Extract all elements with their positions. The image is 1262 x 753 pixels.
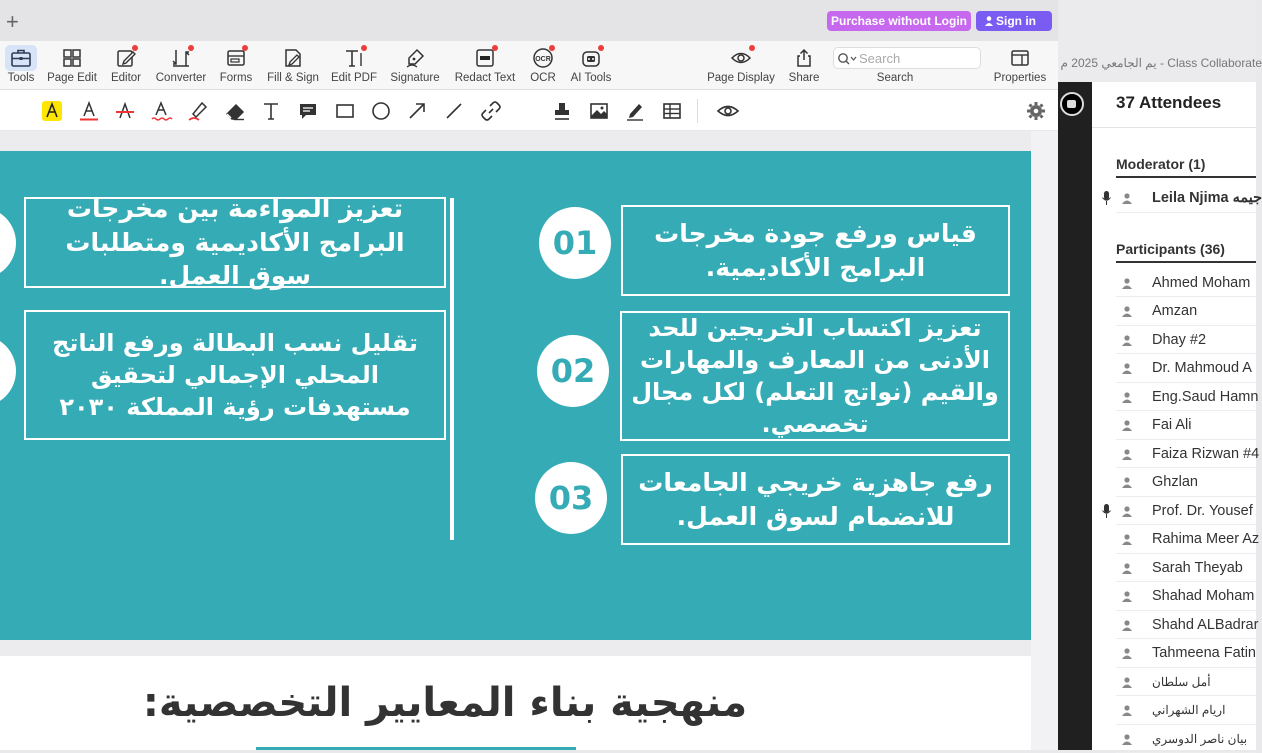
user-icon [1122, 449, 1132, 460]
circle-icon[interactable] [370, 100, 392, 122]
attendee-row[interactable] [1116, 525, 1256, 554]
attendee-name: بيان ناصر الدوسري [1152, 725, 1247, 753]
column-divider [450, 198, 454, 540]
toolbar-ocr[interactable] [526, 41, 560, 90]
attendee-row[interactable] [1116, 468, 1256, 497]
attendee-name: Shahad Moham [1152, 582, 1254, 610]
stamp-icon[interactable] [551, 100, 573, 122]
step-number-badge: 02 [537, 335, 609, 407]
attendee-name: Ghzlan [1152, 468, 1198, 496]
toolbar-ai-tools[interactable] [566, 41, 616, 90]
attendee-row[interactable] [1116, 639, 1256, 668]
toolbar-label: OCR [526, 72, 560, 84]
step-number-badge: 01 [539, 207, 611, 279]
toolbar-editor[interactable] [104, 41, 148, 90]
toolbar-label: Tools [0, 72, 42, 84]
signature-icon[interactable] [624, 100, 646, 122]
strikethrough-icon[interactable] [114, 100, 136, 122]
tab-bar [0, 0, 1058, 41]
user-icon [1122, 363, 1132, 374]
search-input[interactable] [833, 47, 981, 69]
toolbar-divider [697, 99, 698, 123]
objective-box: تعزيز اكتساب الخريجين للحد الأدنى من المعارف والمهارات والقيم (نواتج التعلم) لكل مجال تخصصي. [620, 311, 1010, 441]
notification-dot [549, 45, 555, 51]
toolbar-label: Redact Text [450, 72, 520, 84]
toolbar-label: Page Edit [44, 72, 100, 84]
participants-list [1092, 269, 1256, 753]
attendee-name: Fai Ali [1152, 411, 1192, 439]
toolbar-label: Signature [386, 72, 444, 84]
attendee-name: Rahima Meer Az [1152, 525, 1259, 553]
user-icon [1122, 477, 1132, 488]
search-label: Search [833, 72, 957, 84]
search-placeholder: Search [859, 51, 900, 66]
microphone-icon [1102, 504, 1111, 518]
svg-text:OCR: OCR [535, 56, 551, 63]
user-icon [1122, 534, 1132, 545]
line-icon[interactable] [443, 100, 465, 122]
highlight-text-icon[interactable] [41, 100, 63, 122]
user-icon [1122, 620, 1132, 631]
user-icon [1122, 392, 1132, 403]
gear-icon[interactable] [1025, 100, 1047, 122]
sign-in-button[interactable] [976, 11, 1052, 31]
notification-dot [132, 45, 138, 51]
attendee-row-moderator[interactable] [1116, 184, 1256, 213]
notification-dot [749, 45, 755, 51]
rectangle-icon[interactable] [334, 100, 356, 122]
attendee-row[interactable] [1116, 554, 1256, 583]
toolbar-label: Converter [150, 72, 212, 84]
heading-accent-bar [256, 747, 576, 750]
text-tool-icon[interactable] [260, 100, 282, 122]
toolbar-label: Edit PDF [328, 72, 380, 84]
toolbar-page-display[interactable] [704, 41, 778, 90]
arrow-icon[interactable] [406, 100, 428, 122]
table-icon[interactable] [661, 100, 683, 122]
user-icon [1122, 591, 1132, 602]
notification-dot [492, 45, 498, 51]
user-icon [1122, 705, 1132, 716]
attendee-row[interactable] [1116, 269, 1256, 298]
video-control-icon[interactable] [1060, 92, 1084, 116]
video-strip [1058, 82, 1092, 750]
notification-dot [361, 45, 367, 51]
user-icon [985, 16, 993, 26]
attendee-row[interactable] [1116, 383, 1256, 412]
attendee-row[interactable] [1116, 668, 1256, 697]
user-icon [1122, 278, 1132, 289]
eye-icon [730, 47, 752, 69]
toolbar-label: Fill & Sign [262, 72, 324, 84]
pen-nib-icon [404, 47, 426, 69]
attendee-name: Shahd ALBadrar [1152, 611, 1258, 639]
attendee-name: Amzan [1152, 297, 1197, 325]
toolbar-tools[interactable] [0, 41, 42, 90]
notification-dot [242, 45, 248, 51]
attendee-name: Ahmed Moham [1152, 269, 1250, 297]
add-tab-button[interactable]: + [6, 11, 19, 33]
user-icon [1122, 420, 1132, 431]
eraser-icon[interactable] [224, 100, 246, 122]
toolbar-page-edit[interactable] [44, 41, 100, 90]
share-icon [793, 47, 815, 69]
objective-box: تعزيز المواءمة بين مخرجات البرامج الأكاديمية ومتطلبات سوق العمل. [24, 197, 446, 288]
notification-dot [188, 45, 194, 51]
attendee-row[interactable] [1116, 354, 1256, 383]
comment-icon[interactable] [297, 100, 319, 122]
attendee-row[interactable] [1116, 611, 1256, 640]
objective-box: رفع جاهزية خريجي الجامعات للانضمام لسوق العمل. [621, 454, 1010, 545]
attendee-name: Dhay #2 [1152, 326, 1206, 354]
attendee-row[interactable] [1116, 582, 1256, 611]
attendees-panel [1092, 82, 1256, 750]
eye-icon[interactable] [717, 100, 739, 122]
step-number-badge: 03 [535, 462, 607, 534]
sign-in-label: Sign in [996, 14, 1036, 28]
attendee-name: Eng.Saud Hamn [1152, 383, 1258, 411]
attendee-row[interactable] [1116, 411, 1256, 440]
image-icon[interactable] [588, 100, 610, 122]
toolbar-fill-sign[interactable] [262, 41, 324, 90]
user-icon [1122, 193, 1132, 204]
fill-sign-icon [282, 47, 304, 69]
marker-icon[interactable] [187, 100, 209, 122]
user-icon [1122, 648, 1132, 659]
page-heading: منهجية بناء المعايير التخصصية: [100, 680, 790, 726]
annotation-toolbar [0, 90, 1058, 131]
objective-box: قياس ورفع جودة مخرجات البرامج الأكاديمية. [621, 205, 1010, 296]
search-icon [837, 52, 857, 66]
toolbar-edit-pdf[interactable] [328, 41, 380, 90]
attendee-name: Faiza Rizwan #4 [1152, 440, 1259, 468]
attendee-row[interactable] [1116, 326, 1256, 355]
attendee-name: أمل سلطان [1152, 668, 1211, 696]
underline-squiggly-icon[interactable] [150, 100, 172, 122]
meeting-window-title: Class Collaborate - يم الجامعي 2025 م [1062, 56, 1262, 70]
text-color-icon[interactable] [78, 100, 100, 122]
participants-section-header: Participants (36) [1116, 241, 1256, 263]
toolbar-properties[interactable] [990, 41, 1050, 90]
toolbar-label: Properties [990, 72, 1050, 84]
purchase-button[interactable]: Purchase without Login [827, 11, 971, 31]
attendees-header: 37 Attendees [1092, 82, 1256, 128]
grid-icon [61, 47, 83, 69]
objective-box: تقليل نسب البطالة ورفع الناتج المحلي الإجمالي لتحقيق مستهدفات رؤية المملكة ٢٠٣٠ [24, 310, 446, 440]
user-icon [1122, 734, 1132, 745]
attendee-row[interactable] [1116, 725, 1256, 753]
user-icon [1122, 677, 1132, 688]
toolbar-converter[interactable] [150, 41, 212, 90]
attendee-name: Sarah Theyab [1152, 554, 1243, 582]
toolbox-icon [10, 47, 32, 69]
attendee-name: Tahmeena Fatin [1152, 639, 1256, 667]
attendee-row[interactable] [1116, 696, 1256, 725]
panel-icon [1009, 47, 1031, 69]
scrollbar[interactable] [1031, 131, 1058, 750]
toolbar-label: Forms [216, 72, 256, 84]
toolbar-label: Editor [104, 72, 148, 84]
toolbar-forms[interactable] [216, 41, 256, 90]
attendee-name: اريام الشهراني [1152, 696, 1225, 724]
attendee-row[interactable] [1116, 440, 1256, 469]
user-icon [1122, 563, 1132, 574]
attendee-name: Dr. Mahmoud A [1152, 354, 1252, 382]
toolbar-label: AI Tools [566, 72, 616, 84]
toolbar-redact-text[interactable] [450, 41, 520, 90]
link-icon[interactable] [480, 100, 502, 122]
attendee-name: Leila Njima جيمه [1152, 184, 1262, 212]
toolbar-label: Share [784, 72, 824, 84]
microphone-icon [1102, 191, 1111, 205]
attendee-row[interactable] [1116, 497, 1256, 526]
user-icon [1122, 335, 1132, 346]
attendee-row[interactable] [1116, 297, 1256, 326]
toolbar-label: Page Display [704, 72, 778, 84]
user-icon [1122, 306, 1132, 317]
toolbar-signature[interactable] [386, 41, 444, 90]
toolbar-share[interactable] [784, 41, 824, 90]
notification-dot [598, 45, 604, 51]
attendee-name: Prof. Dr. Yousef [1152, 497, 1253, 525]
moderator-section-header: Moderator (1) [1116, 156, 1256, 178]
user-icon [1122, 506, 1132, 517]
